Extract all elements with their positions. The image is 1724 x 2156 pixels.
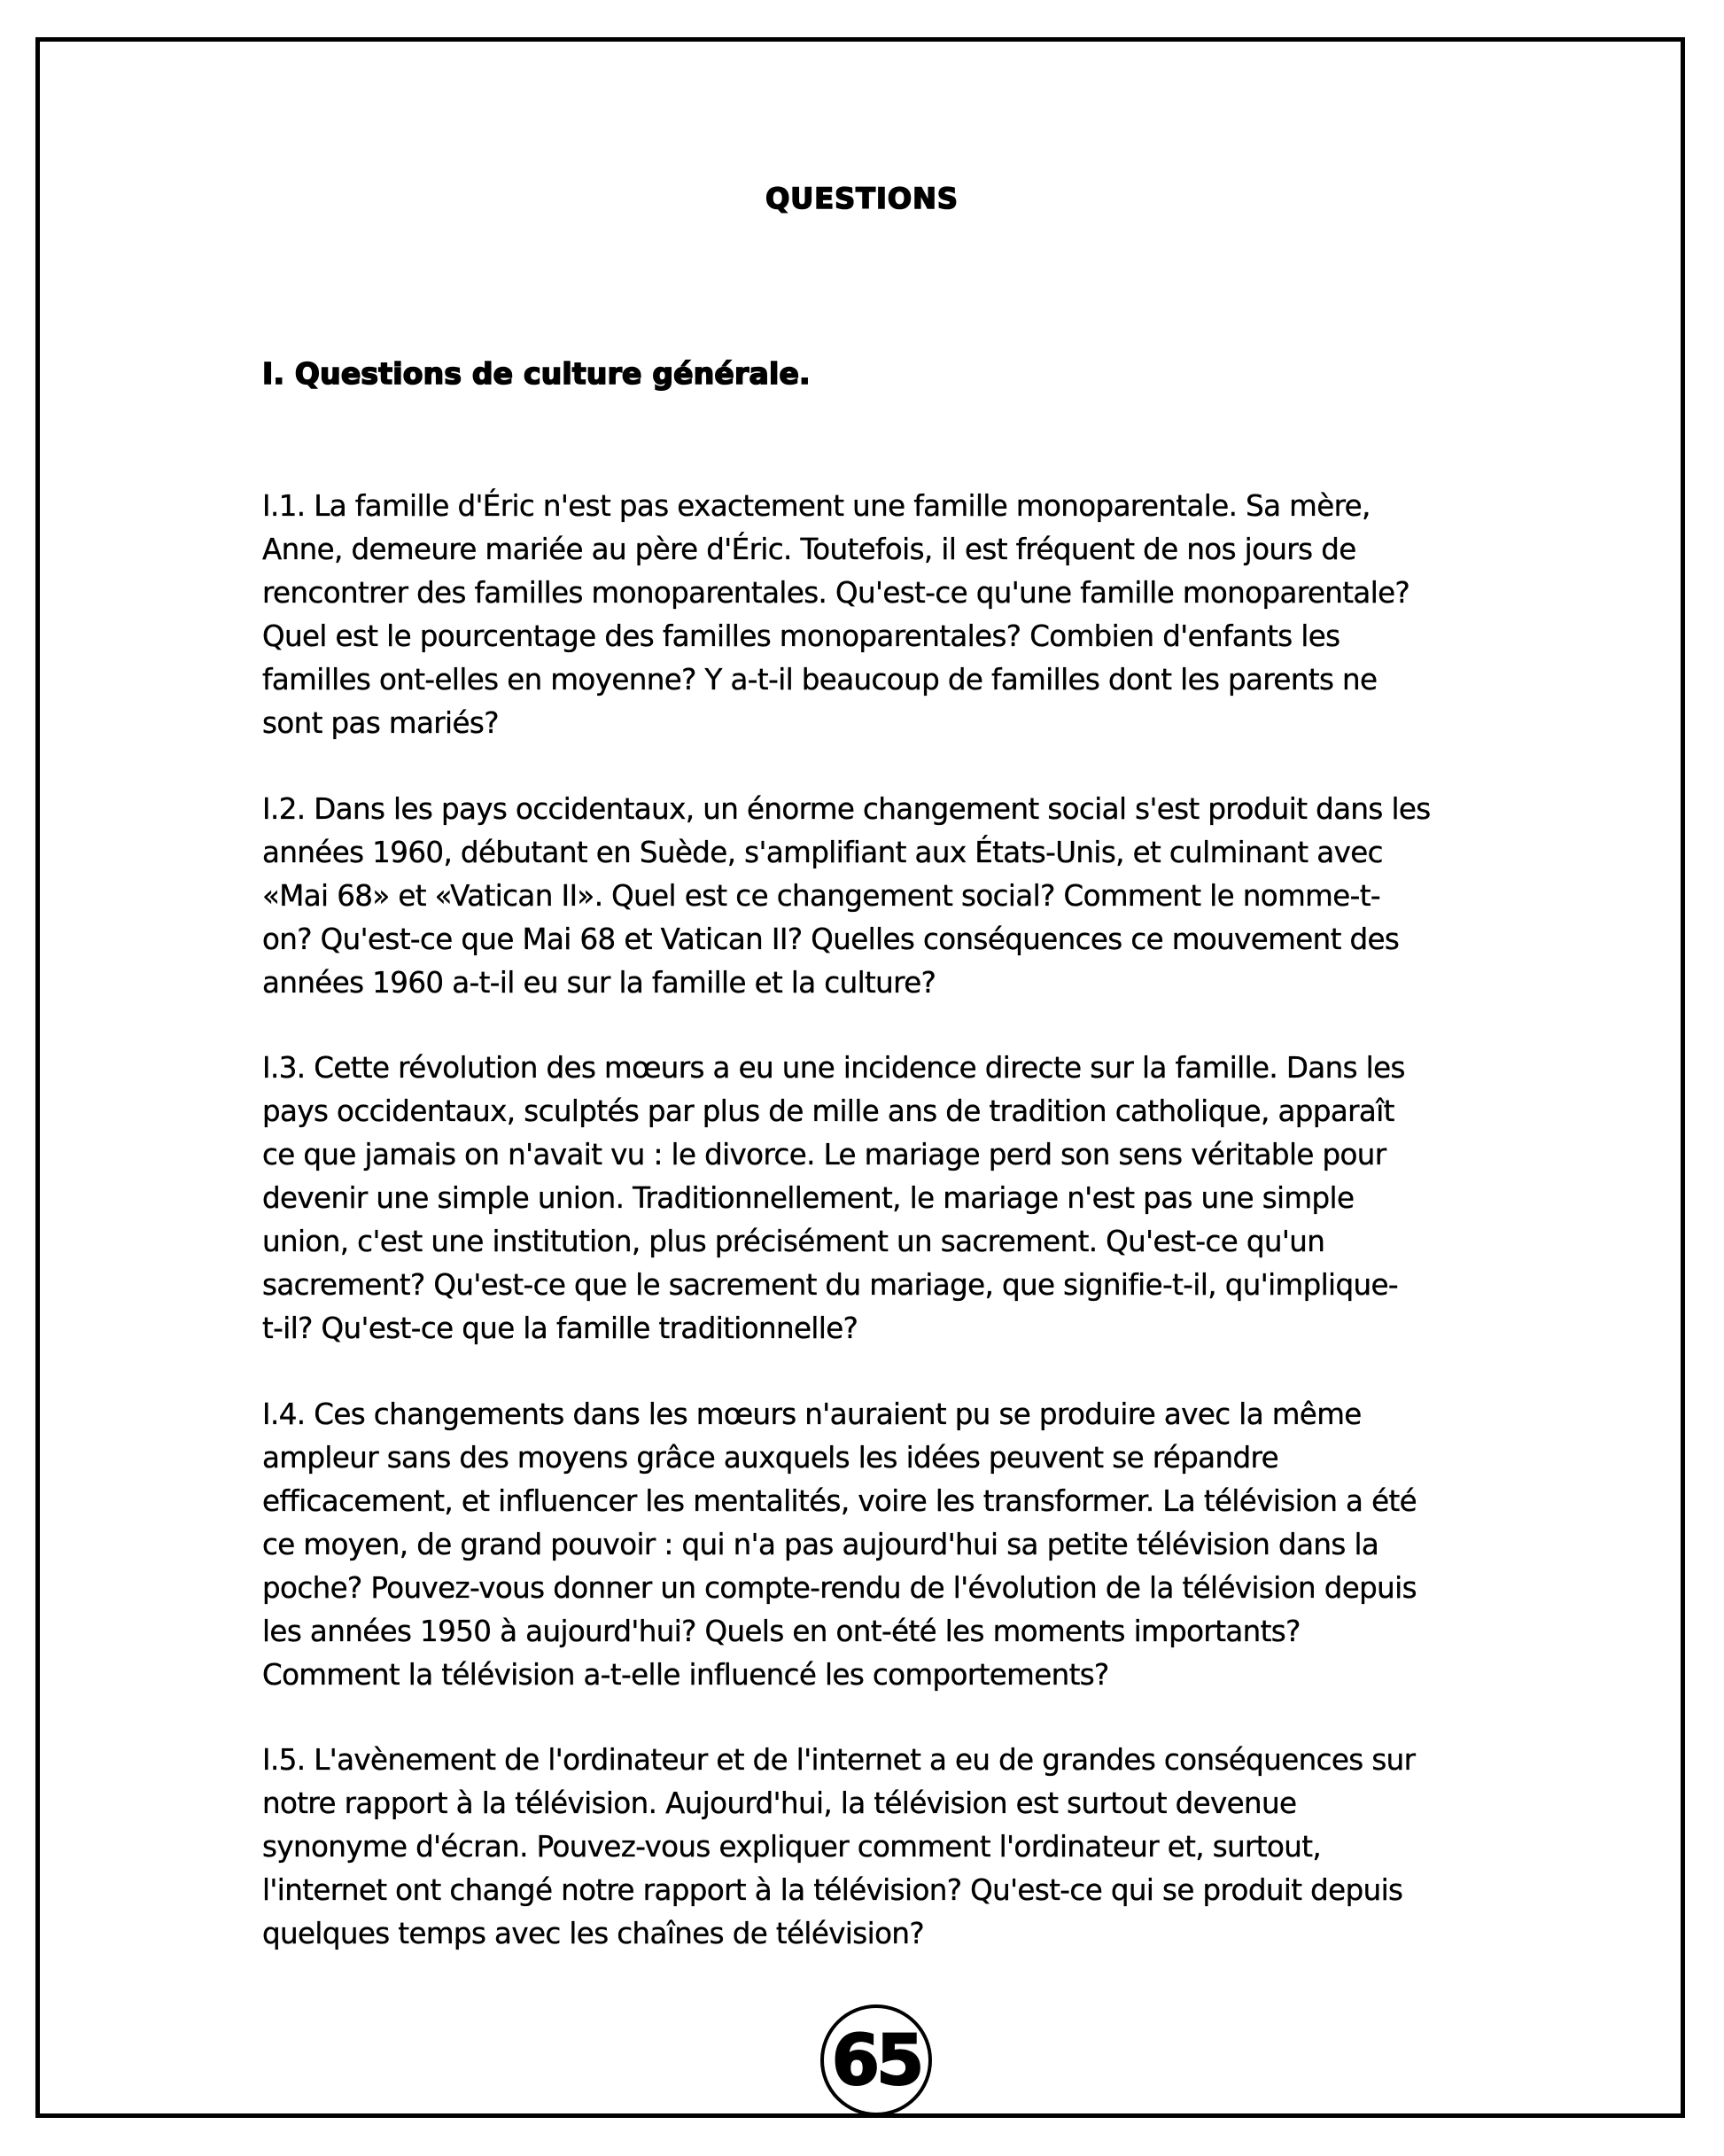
question-line: rencontrer des familles monoparentales. Qu'est-ce qu'une famille monoparentale? (262, 576, 1410, 610)
question-line: I.4. Ces changements dans les mœurs n'auraient pu se produire avec la même (262, 1397, 1362, 1431)
question-line: sont pas mariés? (262, 706, 499, 740)
question-line: I.1. La famille d'Éric n'est pas exactement une famille monoparentale. Sa mère, (262, 489, 1371, 523)
question-line: l'internet ont changé notre rapport à la télévision? Qu'est-ce qui se produit depuis (262, 1873, 1403, 1907)
question-line: Quel est le pourcentage des familles monoparentales? Combien d'enfants les (262, 619, 1340, 653)
section-heading: I. Questions de culture générale. (262, 356, 811, 391)
question-i-5 (262, 1739, 1520, 1956)
question-line: union, c'est une institution, plus précisément un sacrement. Qu'est-ce qu'un (262, 1225, 1325, 1258)
question-line: années 1960, débutant en Suède, s'amplifiant aux États-Unis, et culminant avec (262, 836, 1383, 869)
question-line: les années 1950 à aujourd'hui? Quels en ont-été les moments importants? (262, 1615, 1301, 1648)
question-line: pays occidentaux, sculptés par plus de mille ans de tradition catholique, apparaît (262, 1094, 1394, 1128)
question-line: I.3. Cette révolution des mœurs a eu une incidence directe sur la famille. Dans les (262, 1051, 1405, 1085)
question-line: ce que jamais on n'avait vu : le divorce. Le mariage perd son sens véritable pour (262, 1138, 1386, 1171)
question-line: notre rapport à la télévision. Aujourd'hui, la télévision est surtout devenue (262, 1786, 1297, 1820)
question-line: années 1960 a-t-il eu sur la famille et la culture? (262, 966, 936, 1000)
question-line: on? Qu'est-ce que Mai 68 et Vatican II? Quelles conséquences ce mouvement des (262, 922, 1400, 956)
question-line: «Mai 68» et «Vatican II». Quel est ce changement social? Comment le nomme-t- (262, 879, 1380, 913)
page-number: 65 (831, 2021, 921, 2101)
question-line: poche? Pouvez-vous donner un compte-rendu de l'évolution de la télévision depuis (262, 1571, 1417, 1605)
question-line: familles ont-elles en moyenne? Y a-t-il beaucoup de familles dont les parents ne (262, 663, 1378, 697)
page-number-badge (820, 2004, 932, 2116)
question-i-4 (262, 1393, 1520, 1697)
question-line: Anne, demeure mariée au père d'Éric. Toutefois, il est fréquent de nos jours de (262, 533, 1356, 566)
question-line: ce moyen, de grand pouvoir : qui n'a pas aujourd'hui sa petite télévision dans la (262, 1528, 1379, 1561)
question-line: devenir une simple union. Traditionnellement, le mariage n'est pas une simple (262, 1181, 1355, 1215)
question-i-3 (262, 1047, 1520, 1350)
question-line: Comment la télévision a-t-elle influencé les comportements? (262, 1658, 1109, 1692)
question-line: t-il? Qu'est-ce que la famille traditionnelle? (262, 1312, 858, 1345)
question-line: quelques temps avec les chaînes de télévision? (262, 1917, 925, 1950)
question-i-2 (262, 788, 1520, 1005)
question-line: efficacement, et influencer les mentalités, voire les transformer. La télévision a été (262, 1484, 1417, 1518)
page-title: QUESTIONS (765, 182, 959, 215)
question-line: I.2. Dans les pays occidentaux, un énorme changement social s'est produit dans les (262, 792, 1431, 826)
question-line: ampleur sans des moyens grâce auxquels les idées peuvent se répandre (262, 1441, 1278, 1475)
question-i-1 (262, 485, 1520, 745)
question-line: sacrement? Qu'est-ce que le sacrement du mariage, que signifie-t-il, qu'implique- (262, 1268, 1399, 1302)
question-line: I.5. L'avènement de l'ordinateur et de l'internet a eu de grandes conséquences sur (262, 1743, 1416, 1777)
question-line: synonyme d'écran. Pouvez-vous expliquer comment l'ordinateur et, surtout, (262, 1830, 1322, 1864)
